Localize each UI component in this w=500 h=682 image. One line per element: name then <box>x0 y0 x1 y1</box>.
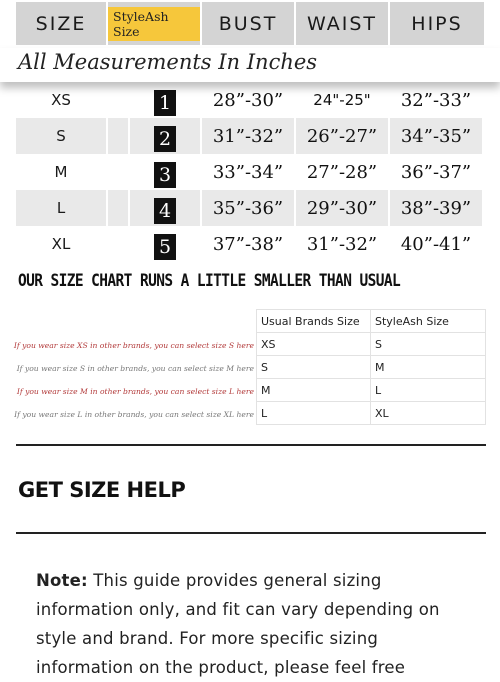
size-cell: XL <box>16 226 108 262</box>
table-row <box>257 402 486 425</box>
size-cell: XS <box>16 82 108 118</box>
size-number-badge: 5 <box>154 234 176 260</box>
brand-conversion-notes <box>0 334 256 426</box>
bust-cell: 33”-34” <box>202 154 296 190</box>
bust-cell: 35”-36” <box>202 190 296 226</box>
header-styleash-size: StyleAsh Size <box>371 310 486 333</box>
size-number-badge: 2 <box>154 126 176 152</box>
size-chart-rows <box>16 82 486 262</box>
size-number-badge: 1 <box>154 90 176 116</box>
usual-size-cell: L <box>257 402 371 425</box>
size-number-badge: 3 <box>154 162 176 188</box>
divider <box>16 532 486 534</box>
measurements-subtitle-band <box>0 48 500 82</box>
usual-size-cell: XS <box>257 333 371 356</box>
header-usual-brands: Usual Brands Size <box>257 310 371 333</box>
size-chart-header <box>16 2 486 45</box>
header-size: SIZE <box>16 2 108 45</box>
styleash-size-cell: S <box>371 333 486 356</box>
hips-cell: 36”-37” <box>390 154 484 190</box>
header-bust: BUST <box>202 2 296 45</box>
waist-cell: 24"-25" <box>296 82 390 118</box>
sizing-guide-note <box>36 566 476 682</box>
header-hips: HIPS <box>390 2 486 45</box>
table-header-row <box>257 310 486 333</box>
size-row-xl <box>16 226 486 262</box>
bust-cell: 31”-32” <box>202 118 296 154</box>
bust-cell: 37”-38” <box>202 226 296 262</box>
hips-cell: 32”-33” <box>390 82 484 118</box>
size-cell: S <box>16 118 108 154</box>
conversion-note: If you wear size S in other brands, you can select size M here <box>16 364 254 373</box>
waist-cell: 31”-32” <box>296 226 390 262</box>
size-number-badge: 4 <box>154 198 176 224</box>
size-notice: OUR SIZE CHART RUNS A LITTLE SMALLER THAN USUAL <box>18 272 401 291</box>
header-waist: WAIST <box>296 2 390 45</box>
size-row-s <box>16 118 486 154</box>
waist-cell: 26”-27” <box>296 118 390 154</box>
bust-cell: 28”-30” <box>202 82 296 118</box>
conversion-note: If you wear size XS in other brands, you can select size S here <box>13 341 254 350</box>
usual-size-cell: S <box>257 356 371 379</box>
conversion-note: If you wear size L in other brands, you can select size XL here <box>14 410 254 419</box>
styleash-size-cell: M <box>371 356 486 379</box>
styleash-size-cell: XL <box>371 402 486 425</box>
hips-cell: 34”-35” <box>390 118 484 154</box>
table-row <box>257 356 486 379</box>
hips-cell: 40”-41” <box>390 226 484 262</box>
note-text: This guide provides general sizing information only, and fit can vary depending on style and brand. For more specific sizing information on the product, please feel free <box>36 571 440 677</box>
usual-size-cell: M <box>257 379 371 402</box>
brand-comparison-table <box>256 309 486 425</box>
divider <box>16 444 486 446</box>
measurements-subtitle: All Measurements In Inches <box>18 50 318 74</box>
size-row-xs <box>16 82 486 118</box>
note-label: Note: <box>36 571 88 590</box>
table-row <box>257 333 486 356</box>
hips-cell: 38”-39” <box>390 190 484 226</box>
waist-cell: 29”-30” <box>296 190 390 226</box>
waist-cell: 27”-28” <box>296 154 390 190</box>
size-cell: L <box>16 190 108 226</box>
size-help-heading[interactable]: GET SIZE HELP <box>18 478 186 502</box>
styleash-size-cell: L <box>371 379 486 402</box>
conversion-note: If you wear size M in other brands, you can select size L here <box>16 387 254 396</box>
size-row-l <box>16 190 486 226</box>
brand-size-label: StyleAsh Size <box>108 7 200 41</box>
header-brand-size <box>108 2 202 45</box>
size-row-m <box>16 154 486 190</box>
table-row <box>257 379 486 402</box>
size-cell: M <box>16 154 108 190</box>
